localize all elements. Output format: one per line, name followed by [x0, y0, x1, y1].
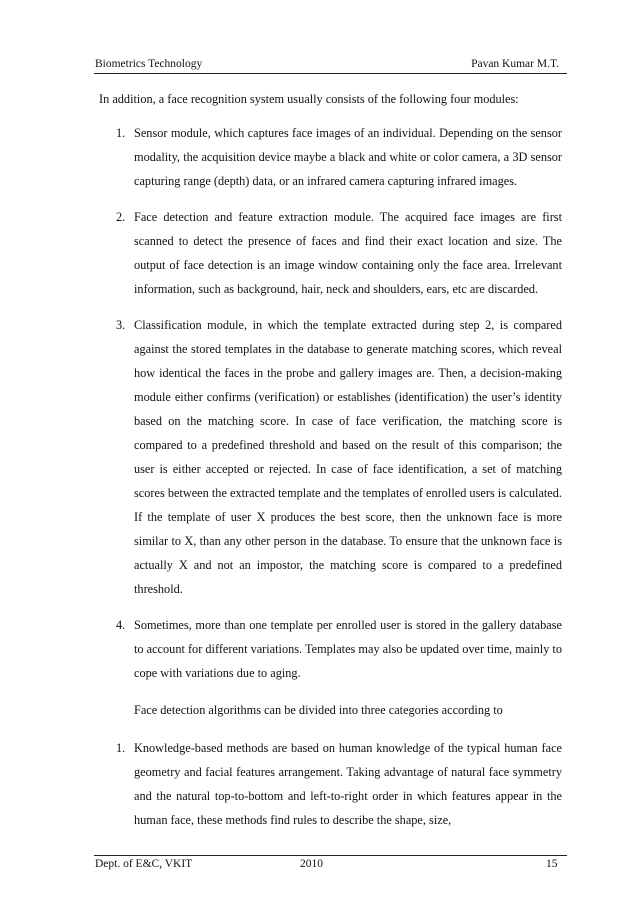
list-item-text: Classification module, in which the template extracted during step 2, is compared against the stored templates in the database to generate matching scores, which reveal how identical the faces in the probe and gallery images are. Then, a decision-making module either confirms (verification) or establishes (identification) the user’s identity based on the matching score. In case of face verification, the matching score is compared to a predefined threshold and based on the result of this comparison; the user is either accepted or rejected. In case of face identification, a set of matching scores between the extracted template and the templates of enrolled users is calculated. If the template of user X produces the best score, then the unknown face is more similar to X, than any other person in the database. To ensure that the unknown face is actually X and not an impostor, the matching score is compared to a predefined threshold. — [134, 318, 562, 596]
header-author: Pavan Kumar M.T. — [471, 58, 559, 70]
list-item — [116, 205, 562, 301]
header-title: Biometrics Technology — [95, 58, 203, 70]
list-item-text: Sometimes, more than one template per enrolled user is stored in the gallery database to account for different variations. Templates may also be updated over time, mainly to cope with variations due to aging. — [134, 618, 562, 680]
list-item — [116, 613, 562, 685]
list-item-number: 1. — [116, 741, 126, 755]
list-item-number: 4. — [116, 618, 126, 632]
list-item — [116, 736, 562, 832]
list-item — [116, 121, 562, 193]
list-item-text: Face detection and feature extraction module. The acquired face images are first scanned to detect the presence of faces and find their exact location and size. The output of face detection is an image window containing only the face area. Irrelevant information, such as background, hair, neck and shoulders, ears, etc are discarded. — [134, 210, 562, 296]
list-item-number: 3. — [116, 318, 126, 332]
page-number: 15 — [546, 858, 558, 870]
page-header — [94, 57, 567, 74]
detection-methods-list — [116, 736, 562, 832]
list-item-number: 2. — [116, 210, 126, 224]
footer-department: Dept. of E&C, VKIT — [95, 858, 193, 870]
list-item-number: 1. — [116, 126, 126, 140]
footer-divider — [94, 855, 567, 856]
detection-intro-paragraph: Face detection algorithms can be divided into three categories according to — [134, 703, 503, 717]
list-item — [116, 313, 562, 601]
modules-list — [116, 121, 562, 697]
intro-paragraph: In addition, a face recognition system usually consists of the following four modules: — [99, 92, 519, 106]
list-item-text: Knowledge-based methods are based on human knowledge of the typical human face geometry and facial features arrangement. Taking advantage of natural face symmetry and the natural top-to-bottom and left-to-right order in which features appear in the human face, these methods find rules to describe the shape, size, — [134, 741, 562, 827]
footer-year: 2010 — [300, 858, 323, 870]
list-item-text: Sensor module, which captures face images of an individual. Depending on the sensor modality, the acquisition device maybe a black and white or color camera, a 3D sensor capturing range (depth) data, or an infrared camera capturing infrared images. — [134, 126, 562, 188]
